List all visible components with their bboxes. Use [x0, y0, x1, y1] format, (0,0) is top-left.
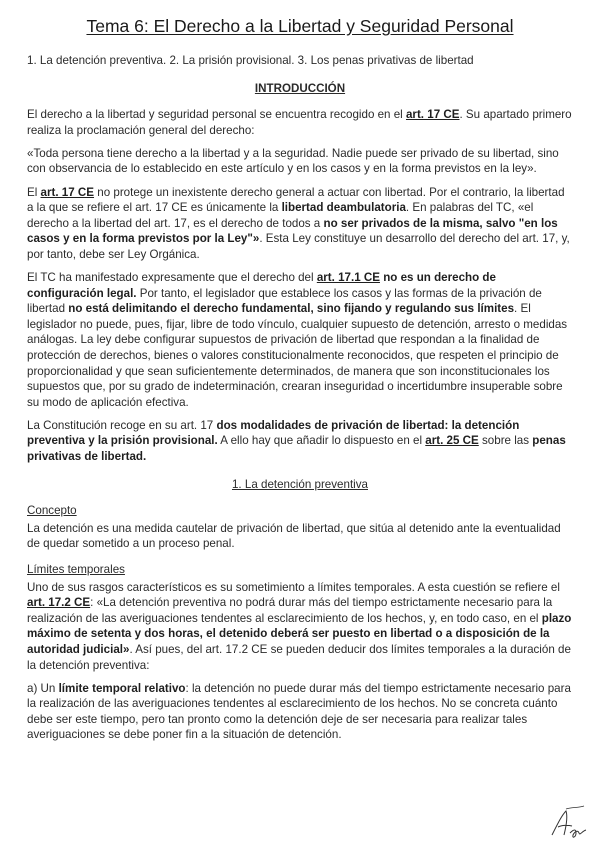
author-signature — [546, 803, 590, 843]
concepto-text: La detención es una medida cautelar de privación de libertad, que sitúa al detenido ante la eventualidad de quedar sometido a un proceso penal. — [27, 521, 561, 551]
section-1-heading: 1. La detención preventiva — [231, 477, 368, 491]
intro-paragraph-3: El art. 17 CE no protege un inexistente derecho general a actuar con libertad. Por el contrario, la libertad a la que se refiere el art. 17 CE es únicamente la libertad deambulatoria. En palabras del TC, «el derecho a la libertad del art. 17, es el derecho de todos a no ser privados de la misma, salvo "en los casos y en la forma previstos por la Ley"». Esta Ley constituye un desarrollo del derecho del art. 17, y, por tanto, debe ser Ley Orgánica. — [27, 185, 570, 261]
intro-paragraph-4: El TC ha manifestado expresamente que el derecho del art. 17.1 CE no es un derecho de configuración legal. Por tanto, el legislador que establece los casos y las formas de la privación de libertad no está delimitando el derecho fundamental, sino fijando y regulando sus límites. El legislador no puede, pues, fijar, libre de todo vínculo, cualquier supuesto de detención, arresto o medidas análogas. La ley debe configurar supuestos de privación de libertad que respondan a la finalidad de protección de derechos, bienes o valores constitucionalmente reconocidos, que respeten el principio de proporcionalidad y que sean suficientemente determinados, de manera que son inconstitucionales los supuestos que, por su grado de indeterminación, crearan inseguridad o incertidumbre insuperable sobre su modo de aplicación efectiva. — [27, 271, 568, 409]
limites-paragraph-1: Uno de sus rasgos característicos es su sometimiento a límites temporales. A esta cuestión se refiere el art. 17.2 CE: «La detención preventiva no podrá durar más del tiempo estrictamente necesario para la realización de las averiguaciones tendentes al esclarecimiento de los hechos, y, en todo caso, en el plazo máximo de setenta y dos horas, el detenido deberá ser puesto en libertad o a disposición de la autoridad judicial». Así pues, del art. 17.2 CE se pueden deducir dos límites temporales a la duración de la detención preventiva: — [27, 580, 572, 672]
intro-paragraph-1: El derecho a la libertad y seguridad personal se encuentra recogido en el art. 17 CE. Su apartado primero realiza la proclamación general del derecho: — [27, 108, 572, 137]
article-ref: art. 17.1 CE — [316, 271, 380, 285]
document-page — [27, 15, 573, 751]
intro-quote: «Toda persona tiene derecho a la libertad y a la seguridad. Nadie puede ser privado de su libertad, sino con observancia de lo establecido en este artículo y en los casos y en la forma previstos en la ley». — [27, 146, 559, 176]
article-ref: art. 25 CE — [425, 434, 479, 448]
article-ref: art. 17 CE — [405, 108, 460, 122]
topic-summary: 1. La detención preventiva. 2. La prisión provisional. 3. Los penas privativas de libertad — [27, 54, 474, 67]
article-ref: art. 17.2 CE — [27, 596, 91, 610]
concepto-label: Concepto — [27, 504, 77, 518]
limites-paragraph-2: a) Un límite temporal relativo: la detención no puede durar más del tiempo estrictamente necesario para la realización de las averiguaciones tendentes al esclarecimiento de los hechos. No se concreta cuánto debe ser este tiempo, pero tan pronto como la detención deje de ser necesaria para realizar tales averiguaciones se debe poner fin a la situación de detención. — [27, 681, 571, 742]
page-title: Tema 6: El Derecho a la Libertad y Seguridad Personal — [86, 16, 514, 36]
article-ref: art. 17 CE — [40, 185, 95, 199]
intro-heading: INTRODUCCIÓN — [254, 81, 346, 95]
intro-paragraph-5: La Constitución recoge en su art. 17 dos modalidades de privación de libertad: la detención preventiva y la prisión provisional. A ello hay que añadir lo dispuesto en el art. 25 CE sobre las penas privativas de libertad. — [27, 418, 566, 464]
limites-label: Límites temporales — [27, 563, 125, 577]
